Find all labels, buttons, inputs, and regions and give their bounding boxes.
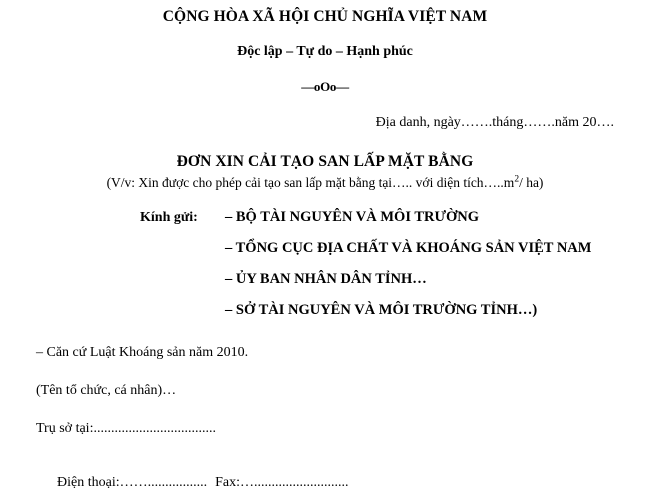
recipient-provincial-department-natural-resources: – SỞ TÀI NGUYÊN VÀ MÔI TRƯỜNG TỈNH…) [225, 302, 538, 318]
subtitle-superscript: 2 [514, 174, 520, 185]
fax-field: Fax:…........................... [215, 475, 349, 490]
organization-name-line: (Tên tổ chức, cá nhân)… [36, 383, 177, 398]
subtitle-text-end: / ha) [519, 175, 544, 190]
contact-line [36, 437, 650, 498]
place-date-line: Địa danh, ngày…….tháng…….năm 20…. [375, 115, 614, 130]
recipient-row [0, 226, 650, 257]
recipient-row [0, 257, 650, 288]
national-motto: Độc lập – Tự do – Hạnh phúc [237, 44, 413, 59]
recipient-row [0, 288, 650, 319]
document-subtitle [0, 171, 650, 191]
recipient-row [0, 209, 650, 226]
legal-basis-line: – Căn cứ Luật Khoáng sản năm 2010. [36, 345, 249, 360]
phone-field: Điện thoại:……................. [57, 475, 208, 490]
headquarters-line: Trụ sở tại:................................... [36, 421, 216, 436]
recipient-provincial-peoples-committee: – ỦY BAN NHÂN DÂN TỈNH… [225, 271, 427, 287]
recipient-ministry-natural-resources: – BỘ TÀI NGUYÊN VÀ MÔI TRƯỜNG [225, 209, 480, 225]
subtitle-text-start: (V/v: Xin được cho phép cải tạo san lấp mặt bằng tại….. với diện tích…..m [106, 175, 515, 190]
recipients-block [0, 191, 650, 319]
national-header: CỘNG HÒA XÃ HỘI CHỦ NGHĨA VIỆT NAM [162, 8, 488, 25]
document-body [0, 319, 650, 498]
recipient-general-department-geology: – TỔNG CỤC ĐỊA CHẤT VÀ KHOÁNG SẢN VIỆT NAM [225, 240, 592, 256]
ornamental-separator: —oOo— [301, 79, 349, 94]
kinh-gui-label: Kính gửi: [140, 210, 198, 225]
document-title: ĐƠN XIN CẢI TẠO SAN LẤP MẶT BẰNG [176, 153, 474, 170]
